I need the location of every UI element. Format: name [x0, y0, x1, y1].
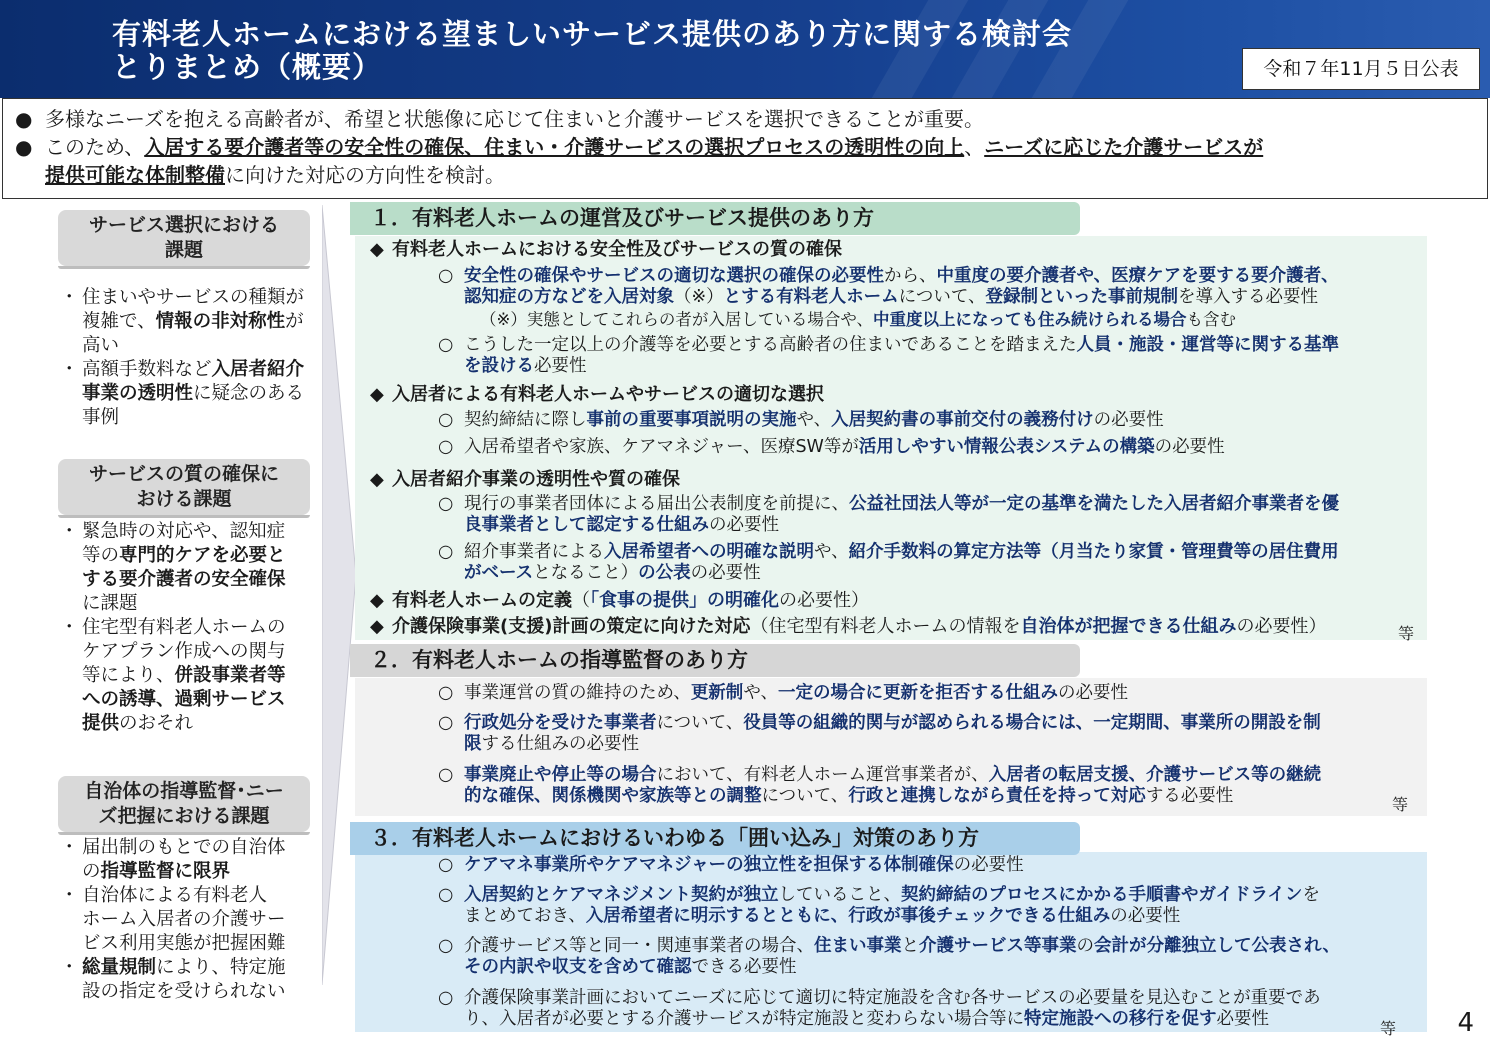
- section-2-item: ○ 行政処分を受けた事業者について、役員等の組織的関与が認められる場合には、一定期間、事業所の開設を制 限する仕組みの必要性: [438, 713, 1321, 754]
- section-1-item: ○ 安全性の確保やサービスの適切な選択の確保の必要性から、中重度の要介護者や、医療ケアを要する要介護者、 認知症の方などを入居対象（※）とする有料老人ホームについて、登録制といった事前規制を導入する必要性: [438, 266, 1339, 307]
- list-item: ・ 届出制のもとでの自治体 の指導監督に限界: [60, 837, 286, 882]
- diamond-icon: ◆: [370, 469, 384, 490]
- left-list-service-selection: [58, 286, 328, 430]
- intro-line-3: 提供可能な体制整備に向けた対応の方向性を検討。: [45, 163, 505, 187]
- section-1-item: ○ 紹介事業者による入居希望者への明確な説明や、紹介手数料の算定方法等（月当たり家賃・管理費等の居住費用 がベースとなること）の公表の必要性: [438, 542, 1339, 583]
- circle-icon: ○: [438, 494, 454, 514]
- diamond-icon: ◆: [370, 384, 384, 405]
- section-1-heading-2: ◆ 入居者による有料老人ホームやサービスの適切な選択: [370, 384, 824, 405]
- bullet-icon: ●: [15, 107, 33, 131]
- circle-icon: ○: [438, 713, 454, 733]
- page-title: [112, 18, 1072, 84]
- etc-mark: 等: [1398, 624, 1415, 643]
- circle-icon: ○: [438, 765, 454, 785]
- circle-icon: ○: [438, 683, 454, 703]
- section-1-item: ○ 現行の事業者団体による届出公表制度を前提に、公益社団法人等が一定の基準を満たした入居者紹介事業者を優 良事業者として認定する仕組みの必要性: [438, 494, 1339, 535]
- circle-icon: ○: [438, 266, 454, 286]
- etc-mark: 等: [1392, 795, 1409, 814]
- list-item: ・ 自治体による有料老人 ホーム入居者の介護サー ビス利用実態が把握困難: [60, 885, 286, 954]
- circle-icon: ○: [438, 335, 454, 355]
- left-heading-municipal-oversight: 自治体の指導監督･ニー ズ把握における課題: [58, 776, 310, 832]
- list-item: ・ 住まいやサービスの種類が 複雑で、情報の非対称性が 高い: [60, 287, 305, 356]
- section-1-item: ○ こうした一定以上の介護等を必要とする高齢者の住まいであることを踏まえた人員・施設・運営等に関する基準 を設ける必要性: [438, 335, 1339, 376]
- section-3-title: ３．有料老人ホームにおけるいわゆる「囲い込み」対策のあり方: [350, 822, 1080, 855]
- flow-arrow-icon: [322, 205, 358, 1015]
- list-item: ・ 緊急時の対応や、認知症 等の専門的ケアを必要と する要介護者の安全確保 に課題: [60, 521, 286, 614]
- circle-icon: ○: [438, 437, 454, 457]
- left-list-municipal-oversight: [58, 836, 328, 1004]
- list-item: ・ 総量規制により、特定施 設の指定を受けられない: [60, 957, 286, 1002]
- list-item: ・ 高額手数料など入居者紹介 事業の透明性に疑念のある 事例: [60, 359, 305, 428]
- left-list-service-quality: [58, 520, 328, 736]
- section-1-title: １．有料老人ホームの運営及びサービス提供のあり方: [350, 202, 1080, 235]
- section-3-item: ○ 介護保険事業計画においてニーズに応じて適切に特定施設を含む各サービスの必要量を見込むことが重要であ り、入居者が必要とする介護サービスが特定施設と変わらない場合等に特定施設への移行を促す必要性: [438, 988, 1321, 1029]
- etc-mark: 等: [1380, 1019, 1397, 1038]
- section-1-heading-4: ◆ 有料老人ホームの定義（「食事の提供」の明確化の必要性）: [370, 590, 869, 611]
- section-3-item: ○ 入居契約とケアマネジメント契約が独立していること、契約締結のプロセスにかかる手順書やガイドラインを まとめておき、入居希望者に明示するとともに、行政が事後チェックできる仕組みの必要性: [438, 885, 1320, 926]
- section-1-heading-5: ◆ 介護保険事業(支援)計画の策定に向けた対応（住宅型有料老人ホームの情報を自治体が把握できる仕組みの必要性）: [370, 616, 1327, 637]
- left-heading-service-quality: サービスの質の確保に おける課題: [58, 459, 310, 515]
- section-2-item: ○ 事業廃止や停止等の場合において、有料老人ホーム運営事業者が、入居者の転居支援、介護サービス等の継続 的な確保、関係機関や家族等との調整について、行政と連携しながら責任を持って対応する必要性: [438, 765, 1322, 806]
- header-banner: [0, 0, 1490, 98]
- section-1-item: ○ 契約締結に際し事前の重要事項説明の実施や、入居契約書の事前交付の義務付けの必要性: [438, 410, 1164, 430]
- section-1-item: ○ 入居希望者や家族、ケアマネジャー、医療SW等が活用しやすい情報公表システムの構築の必要性: [438, 437, 1225, 457]
- intro-box: [2, 98, 1488, 199]
- section-1-heading-1: ◆ 有料老人ホームにおける安全性及びサービスの質の確保: [370, 239, 842, 260]
- circle-icon: ○: [438, 936, 454, 956]
- circle-icon: ○: [438, 885, 454, 905]
- left-heading-service-selection: サービス選択における 課題: [58, 210, 310, 266]
- circle-icon: ○: [438, 988, 454, 1008]
- diamond-icon: ◆: [370, 616, 384, 637]
- title-line-2: とりまとめ（概要）: [112, 50, 383, 84]
- bullet-icon: ●: [15, 135, 33, 159]
- list-item: ・ 住宅型有料老人ホームの ケアプラン作成への関与 等により、併設事業者等 への誘導、過剰サービス 提供のおそれ: [60, 617, 286, 734]
- section-1-note: （※）実態としてこれらの者が入居している場合や、中重度以上になっても住み続けられる場合も含む: [480, 310, 1236, 329]
- section-3-item: ○ ケアマネ事業所やケアマネジャーの独立性を担保する体制確保の必要性: [438, 855, 1024, 875]
- section-2-title: ２．有料老人ホームの指導監督のあり方: [350, 644, 1080, 677]
- circle-icon: ○: [438, 542, 454, 562]
- circle-icon: ○: [438, 410, 454, 430]
- page-number: 4: [1457, 1008, 1474, 1038]
- section-1-heading-3: ◆ 入居者紹介事業の透明性や質の確保: [370, 469, 680, 490]
- diamond-icon: ◆: [370, 239, 384, 260]
- title-line-1: 有料老人ホームにおける望ましいサービス提供のあり方に関する検討会: [112, 17, 1073, 51]
- diamond-icon: ◆: [370, 590, 384, 611]
- section-3-item: ○ 介護サービス等と同一・関連事業者の場合、住まい事業と介護サービス等事業の会計が分離独立して公表され、 その内訳や収支を含めて確認できる必要性: [438, 936, 1341, 977]
- intro-line-1: 多様なニーズを抱える高齢者が、希望と状態像に応じて住まいと介護サービスを選択できることが重要。: [45, 107, 984, 131]
- circle-icon: ○: [438, 855, 454, 875]
- publication-date: 令和７年11月５日公表: [1242, 48, 1480, 90]
- section-2-item: ○ 事業運営の質の維持のため、更新制や、一定の場合に更新を拒否する仕組みの必要性: [438, 683, 1128, 703]
- intro-line-2: このため、入居する要介護者等の安全性の確保、住まい・介護サービスの選択プロセスの透明性の向上、ニーズに応じた介護サービスが: [45, 135, 1264, 159]
